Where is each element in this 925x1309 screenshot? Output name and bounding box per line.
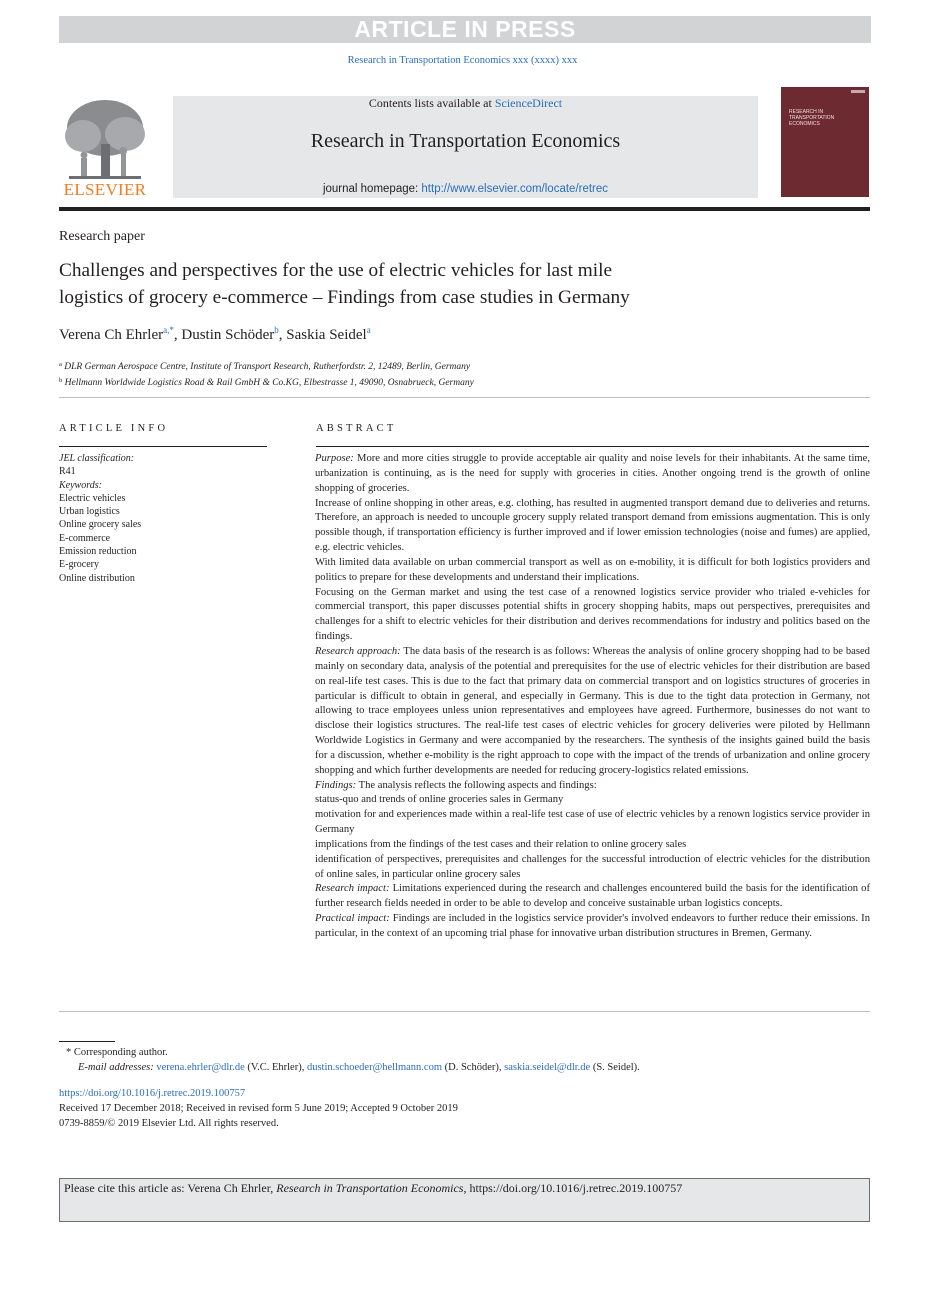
- abstract-paragraph-text: Findings are included in the logistics service provider's involved endeavors to further reduce their emissions. In particular, in the context of an upcoming trial phase for innovative urban distribution structures in Bremen, Germany.: [315, 913, 870, 939]
- article-in-press-banner: ARTICLE IN PRESS: [59, 16, 871, 43]
- citation-box: [59, 1178, 870, 1222]
- abstract-paragraph-text: With limited data available on urban commercial transport as well as on e-mobility, it is difficult for both logistics providers and politics to prepare for these developments and understand their implications.: [315, 556, 870, 583]
- article-info: [59, 452, 269, 585]
- article-title: [59, 257, 859, 311]
- sciencedirect-link[interactable]: ScienceDirect: [494, 96, 563, 110]
- author-list: [59, 325, 371, 344]
- contents-line: [173, 96, 758, 111]
- abstract-paragraph-text: Limitations experienced during the research and challenges encountered build the basis for the identification of further research fields needed in order to be able to develop and conceive sustainable urban logistics concepts.: [315, 883, 870, 910]
- keyword: Online distribution: [59, 572, 135, 584]
- author-affiliation-marker[interactable]: a: [366, 325, 371, 335]
- publication-info: [59, 1086, 458, 1131]
- journal-reference-link[interactable]: Research in Transportation Economics xxx (xxxx) xxx: [347, 55, 578, 66]
- author-name[interactable]: Saskia Seidel: [286, 327, 367, 343]
- author-affiliation-marker[interactable]: a,*: [163, 325, 174, 335]
- cite-suffix: , https://doi.org/10.1016/j.retrec.2019.100757: [463, 1181, 683, 1195]
- abstract-paragraph-label: Practical impact:: [315, 913, 390, 925]
- abstract-paragraph-text: status-quo and trends of online groceries sales in Germany: [315, 794, 564, 806]
- keywords-label: Keywords:: [59, 479, 102, 491]
- jel-code: R41: [59, 466, 76, 478]
- email-link[interactable]: saskia.seidel@dlr.de: [504, 1062, 591, 1073]
- affiliation: [59, 358, 474, 374]
- abstract-paragraph: [315, 452, 870, 497]
- cite-prefix: Please cite this article as: Verena Ch Ehrler,: [64, 1181, 277, 1195]
- author-separator: ,: [173, 327, 182, 343]
- author-name[interactable]: Dustin Schöder: [181, 327, 275, 343]
- cite-journal: Research in Transportation Economics: [276, 1181, 464, 1195]
- abstract-paragraph-text: Increase of online shopping in other areas, e.g. clothing, has resulted in augmented transport demand due to deliveries and returns. Therefore, an approach is needed to uncouple grocery supply related transport demand from emissions augmentation. This is only possible though, if transportation efficiency is further improved and if lower emission technologies (noise and fumes) are applied, e.g. electric vehicles.: [315, 497, 870, 554]
- keyword-list: [59, 492, 269, 585]
- author-affiliation-marker[interactable]: b: [274, 325, 279, 335]
- keyword: Emission reduction: [59, 546, 137, 558]
- keyword: E-commerce: [59, 532, 111, 544]
- abstract-paragraph: [315, 912, 870, 942]
- elsevier-wordmark: ELSEVIER: [63, 180, 147, 199]
- abstract-paragraph: [315, 853, 870, 883]
- author-separator: ,: [278, 327, 287, 343]
- abstract-paragraph: [315, 882, 870, 912]
- abstract-rule: [316, 446, 869, 447]
- homepage-prefix: journal homepage:: [322, 183, 422, 195]
- doi-link[interactable]: https://doi.org/10.1016/j.retrec.2019.100757: [59, 1088, 246, 1099]
- email-owner: (S. Seidel).: [590, 1062, 640, 1073]
- abstract-paragraph: [315, 838, 870, 853]
- abstract-paragraph-text: The data basis of the research is as follows: Whereas the analysis of online grocery shopping had to be based mainly on secondary data, analysis of the potential and prerequisites for the use of electric vehicles for their distribution are based on real-life test cases. This is due to the fact that primary data on commercial transport and on logistics structures of groceries in particular is difficult to obtain in general, and especially in Germany. This is due to the tight data protection in Germany, not allowing to trace employees unless union representatives and employees have agreed. Furthermore, businesses do not want to disclose their logistics structures. The real-life test cases of electric vehicles for grocery deliveries were piloted by Hellmann Worldwide Logistics in Germany and were accompanied by the researchers. The synthesis of the insights gained build the basis for a discussion, whether e-mobility is the right approach to cope with the impact of the trends of urbanization and online grocery shopping and which further developments are needed for reducing grocery-logistics related emissions.: [315, 645, 870, 776]
- abstract-paragraph: [315, 586, 870, 645]
- abstract-body: [315, 452, 870, 942]
- email-label: E-mail addresses:: [78, 1062, 154, 1073]
- abstract-paragraph-text: motivation for and experiences made within a real-life test case of use of electric vehicles by a renown logistics service provider in Germany: [315, 809, 870, 836]
- contents-prefix: Contents lists available at: [368, 96, 495, 110]
- abstract-paragraph-text: Focusing on the German market and using the test case of a renowned logistics service provider who trialed e-vehicles for commercial transport, this paper discusses potential shifts in grocery shopping habits, maps out perspectives, prerequisites and challenges for a shift to electric vehicles for their distribution and derives recommendations for industry and politics based on the findings.: [315, 586, 870, 643]
- abstract-paragraph-text: The analysis reflects the following aspects and findings:: [356, 779, 597, 791]
- affiliations: [59, 358, 474, 390]
- abstract-paragraph-text: More and more cities struggle to provide acceptable air quality and noise levels for their inhabitants. At the same time, urbanization is continuing, as is the need for supply with groceries in cities. Another ongoing trend is the growth of online shopping of groceries.: [315, 453, 870, 494]
- abstract-paragraph-text: identification of perspectives, prerequisites and challenges for the successful introduction of electric vehicles for the distribution of online sales, in particular online grocery sales: [315, 853, 870, 880]
- journal-cover-thumbnail[interactable]: [781, 87, 869, 197]
- abstract-paragraph-text: implications from the findings of the test cases and their relation to online grocery sales: [315, 838, 687, 850]
- affiliation-text: Hellmann Worldwide Logistics Road & Rail GmbH & Co.KG, Elbestrasse 1, 49090, Osnabrueck, Germany: [64, 378, 474, 388]
- email-owner: (D. Schöder),: [442, 1062, 505, 1073]
- title-line-2: logistics of grocery e-commerce – Findings from case studies in Germany: [59, 287, 630, 308]
- footnote-rule: [59, 1041, 115, 1042]
- keyword: Electric vehicles: [59, 492, 126, 504]
- affiliation-text: DLR German Aerospace Centre, Institute of Transport Research, Rutherfordstr. 2, 12489, Berlin, Germany: [64, 362, 471, 372]
- article-info-heading: ARTICLE INFO: [59, 423, 169, 434]
- abstract-paragraph: [315, 808, 870, 838]
- cover-title: RESEARCH IN TRANSPORTATION ECONOMICS: [789, 109, 835, 127]
- article-type: Research paper: [59, 229, 145, 244]
- corresponding-author-note: * Corresponding author.: [66, 1047, 168, 1058]
- cover-badge: [851, 90, 865, 93]
- abstract-paragraph: [315, 645, 870, 779]
- affiliation-label: b: [59, 377, 63, 384]
- abstract-paragraph: [315, 793, 870, 808]
- email-link[interactable]: dustin.schoeder@hellmann.com: [306, 1062, 443, 1073]
- abstract-paragraph-label: Research approach:: [315, 645, 401, 657]
- abstract-paragraph: [315, 556, 870, 586]
- email-owner: (V.C. Ehrler),: [244, 1062, 307, 1073]
- abstract-end-divider: [59, 1011, 870, 1012]
- section-divider: [59, 397, 870, 398]
- title-line-1: Challenges and perspectives for the use of electric vehicles for last mile: [59, 260, 613, 281]
- journal-homepage-link[interactable]: http://www.elsevier.com/locate/retrec: [421, 183, 609, 195]
- author-name[interactable]: Verena Ch Ehrler: [59, 327, 164, 343]
- email-link[interactable]: verena.ehrler@dlr.de: [156, 1062, 245, 1073]
- affiliation: [59, 374, 474, 390]
- journal-homepage-line: [173, 183, 758, 195]
- jel-label: JEL classification:: [59, 453, 135, 464]
- affiliation-label: a: [59, 361, 62, 368]
- abstract-paragraph-label: Findings:: [315, 779, 357, 791]
- abstract-paragraph-label: Research impact:: [315, 883, 390, 895]
- abstract-paragraph: [315, 497, 870, 556]
- header-divider: [59, 207, 870, 211]
- abstract-paragraph: [315, 779, 870, 794]
- keyword: E-grocery: [59, 559, 99, 571]
- email-addresses: [62, 1060, 640, 1075]
- abstract-paragraph-label: Purpose:: [315, 453, 354, 464]
- journal-name: Research in Transportation Economics: [310, 130, 621, 152]
- received-dates: Received 17 December 2018; Received in revised form 5 June 2019; Accepted 9 October 2019: [59, 1103, 458, 1114]
- keyword: Urban logistics: [59, 506, 120, 518]
- footnotes: [62, 1045, 640, 1075]
- abstract-heading: ABSTRACT: [316, 423, 397, 434]
- copyright: 0739-8859/© 2019 Elsevier Ltd. All rights reserved.: [59, 1118, 279, 1129]
- keyword: Online grocery sales: [59, 519, 142, 531]
- article-info-rule: [59, 446, 267, 447]
